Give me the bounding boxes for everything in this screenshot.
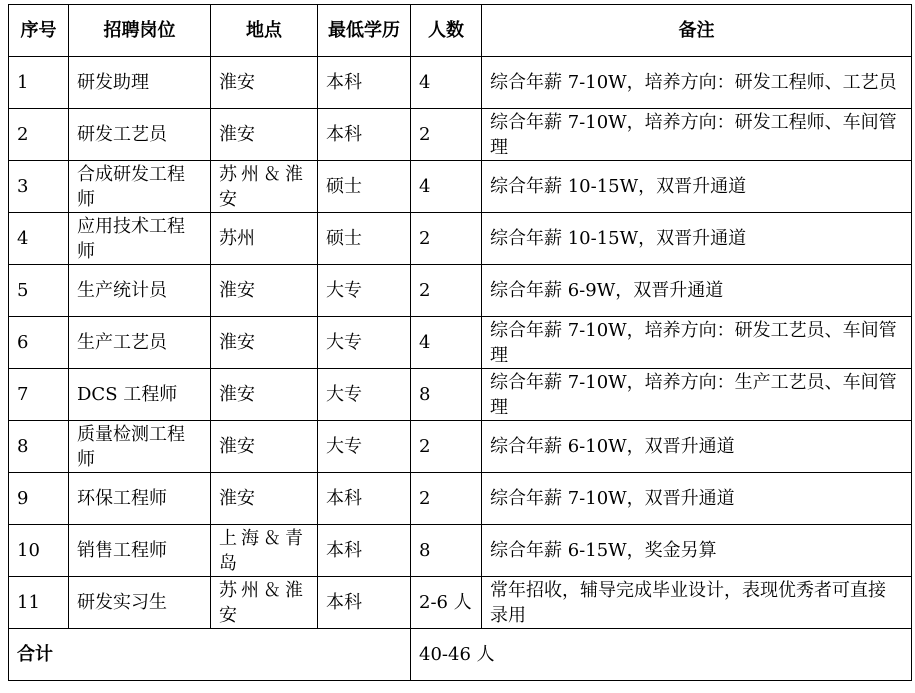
row-location: 上海＆青岛 [211,525,318,577]
header-index: 序号 [9,5,69,57]
row-note: 综合年薪 7-10W，培养方向：生产工艺员、车间管理 [482,369,912,421]
row-note: 综合年薪 6-15W，奖金另算 [482,525,912,577]
row-location: 淮安 [211,421,318,473]
header-location: 地点 [211,5,318,57]
row-index: 8 [9,421,69,473]
row-index: 1 [9,57,69,109]
row-note: 综合年薪 10-15W，双晋升通道 [482,213,912,265]
row-education: 本科 [318,473,411,525]
table-row [9,161,912,213]
row-position: 研发助理 [69,57,211,109]
row-count: 2 [411,213,482,265]
row-count: 8 [411,525,482,577]
row-index: 11 [9,577,69,629]
row-count: 4 [411,57,482,109]
row-location: 淮安 [211,473,318,525]
row-location: 淮安 [211,109,318,161]
table-row [9,57,912,109]
header-count: 人数 [411,5,482,57]
row-location: 淮安 [211,369,318,421]
table-row [9,525,912,577]
header-position: 招聘岗位 [69,5,211,57]
row-count: 2 [411,265,482,317]
header-education: 最低学历 [318,5,411,57]
row-education: 大专 [318,421,411,473]
row-index: 7 [9,369,69,421]
row-note: 综合年薪 7-10W，培养方向：研发工程师、工艺员 [482,57,912,109]
row-location: 淮安 [211,317,318,369]
total-value: 40-46 人 [411,629,912,681]
table-row [9,213,912,265]
table-header-row [9,5,912,57]
row-count: 2 [411,109,482,161]
row-index: 4 [9,213,69,265]
table-row [9,473,912,525]
total-label: 合计 [9,629,411,681]
row-position: 应用技术工程师 [69,213,211,265]
header-note: 备注 [482,5,912,57]
row-position: 合成研发工程师 [69,161,211,213]
row-location: 苏州 [211,213,318,265]
row-note: 常年招收，辅导完成毕业设计，表现优秀者可直接录用 [482,577,912,629]
table-row [9,317,912,369]
table-row [9,265,912,317]
row-position: 研发工艺员 [69,109,211,161]
total-row [9,629,912,681]
row-location: 苏州＆淮安 [211,577,318,629]
row-index: 5 [9,265,69,317]
row-education: 本科 [318,525,411,577]
row-education: 大专 [318,369,411,421]
row-education: 本科 [318,109,411,161]
table-row [9,369,912,421]
row-count: 4 [411,161,482,213]
table-row [9,421,912,473]
row-location: 淮安 [211,265,318,317]
table-row [9,577,912,629]
row-note: 综合年薪 7-10W，双晋升通道 [482,473,912,525]
row-position: 研发实习生 [69,577,211,629]
row-index: 9 [9,473,69,525]
row-count: 2-6 人 [411,577,482,629]
row-count: 4 [411,317,482,369]
row-education: 大专 [318,317,411,369]
row-note: 综合年薪 7-10W，培养方向：研发工程师、车间管理 [482,109,912,161]
row-note: 综合年薪 10-15W，双晋升通道 [482,161,912,213]
row-location: 淮安 [211,57,318,109]
row-position: 生产统计员 [69,265,211,317]
table-row [9,109,912,161]
row-count: 8 [411,369,482,421]
row-index: 2 [9,109,69,161]
row-education: 大专 [318,265,411,317]
row-education: 硕士 [318,213,411,265]
recruitment-table [8,4,912,681]
row-note: 综合年薪 6-10W，双晋升通道 [482,421,912,473]
row-index: 10 [9,525,69,577]
row-index: 3 [9,161,69,213]
row-position: 环保工程师 [69,473,211,525]
row-position: 生产工艺员 [69,317,211,369]
row-education: 本科 [318,57,411,109]
row-position: 销售工程师 [69,525,211,577]
row-education: 本科 [318,577,411,629]
row-position: DCS 工程师 [69,369,211,421]
row-position: 质量检测工程师 [69,421,211,473]
row-note: 综合年薪 6-9W，双晋升通道 [482,265,912,317]
row-index: 6 [9,317,69,369]
row-note: 综合年薪 7-10W，培养方向：研发工艺员、车间管理 [482,317,912,369]
row-count: 2 [411,473,482,525]
row-count: 2 [411,421,482,473]
row-location: 苏州＆淮安 [211,161,318,213]
row-education: 硕士 [318,161,411,213]
